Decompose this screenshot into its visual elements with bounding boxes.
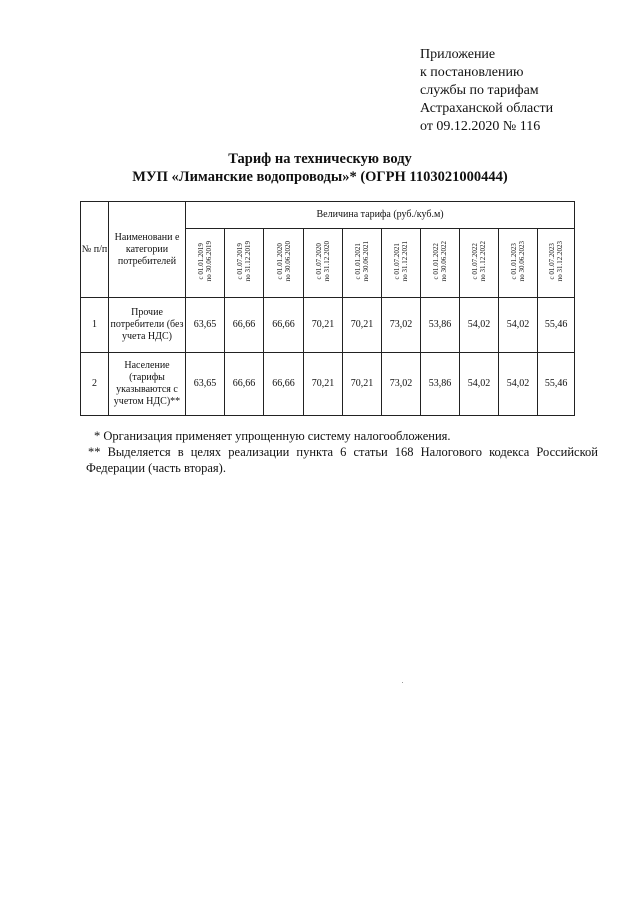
tariff-value-cell: 53,86 xyxy=(421,298,460,353)
period-from: с 01.07.2021 xyxy=(393,242,401,280)
period-header xyxy=(538,229,575,298)
appendix-line: Приложение xyxy=(420,47,496,62)
period-header xyxy=(499,229,538,298)
period-header xyxy=(460,229,499,298)
period-to: по 31.12.2023 xyxy=(556,240,565,282)
period-from: с 01.07.2023 xyxy=(548,242,557,280)
row-number: 2 xyxy=(81,353,109,416)
tariff-value-cell: 54,02 xyxy=(460,353,499,416)
period-to: по 31.12.2021 xyxy=(401,240,409,282)
period-from: с 01.01.2019 xyxy=(197,242,205,280)
table-row xyxy=(81,353,575,416)
tariff-value-cell: 66,66 xyxy=(264,298,304,353)
tariff-value-cell: 70,21 xyxy=(343,298,382,353)
period-label xyxy=(354,241,370,282)
period-header xyxy=(343,229,382,298)
period-to: по 30.06.2022 xyxy=(440,240,448,282)
period-from: с 01.07.2019 xyxy=(236,242,244,280)
period-header xyxy=(382,229,421,298)
period-label xyxy=(393,241,409,282)
period-from: с 01.01.2021 xyxy=(354,242,362,280)
tariff-table xyxy=(80,201,575,416)
appendix-date-line: от 09.12.2020 № 116 xyxy=(420,119,541,134)
period-to: по 30.06.2019 xyxy=(205,240,213,282)
tariff-value-cell: 63,65 xyxy=(186,353,225,416)
appendix-line: к постановлению xyxy=(420,65,524,80)
title-line-1: Тариф на техническую воду xyxy=(228,151,412,167)
tariff-value-cell: 66,66 xyxy=(264,353,304,416)
footnote-1: * Организация применяет упрощенную систему налогообложения. xyxy=(94,429,451,443)
document-title xyxy=(0,150,640,186)
appendix-line: Астраханской области xyxy=(420,101,554,116)
appendix-block xyxy=(420,46,553,136)
tariff-value-cell: 66,66 xyxy=(225,298,264,353)
period-to: по 30.06.2021 xyxy=(362,240,370,282)
tariff-value-cell: 54,02 xyxy=(499,353,538,416)
period-from: с 01.07.2020 xyxy=(315,242,323,280)
period-label xyxy=(548,241,564,282)
period-header xyxy=(304,229,343,298)
tariff-value-cell: 70,21 xyxy=(304,298,343,353)
footnote-2-continued: Федерации (часть вторая). xyxy=(86,461,226,475)
period-from: с 01.01.2022 xyxy=(432,242,440,280)
footnotes xyxy=(88,428,598,476)
tariff-value-cell: 55,46 xyxy=(538,353,575,416)
period-label xyxy=(197,241,213,282)
period-label xyxy=(510,241,526,282)
row-number: 1 xyxy=(81,298,109,353)
period-header xyxy=(186,229,225,298)
period-to: по 31.12.2019 xyxy=(244,240,252,282)
tariff-value-cell: 70,21 xyxy=(343,353,382,416)
footnote-2: ** Выделяется в целях реализации пункта 6 статьи 168 Налогового кодекса Российской xyxy=(88,445,598,459)
period-header xyxy=(421,229,460,298)
title-line-2: МУП «Лиманские водопроводы»* (ОГРН 1103021000444) xyxy=(132,169,508,185)
tariff-value-cell: 66,66 xyxy=(225,353,264,416)
header-number: № п/п xyxy=(81,202,109,298)
period-from: с 01.07.2022 xyxy=(471,242,479,280)
tariff-value-cell: 54,02 xyxy=(460,298,499,353)
period-from: с 01.01.2020 xyxy=(275,242,284,280)
period-from: с 01.01.2023 xyxy=(510,242,518,280)
table-row xyxy=(81,298,575,353)
tariff-value-cell: 63,65 xyxy=(186,298,225,353)
header-tariff-value: Величина тарифа (руб./куб.м) xyxy=(186,202,575,229)
period-label xyxy=(276,241,292,282)
period-label xyxy=(236,241,252,282)
period-label xyxy=(315,241,331,282)
header-category: Наименовани е категории потребителей xyxy=(109,202,186,298)
tariff-value-cell: 53,86 xyxy=(421,353,460,416)
tariff-value-cell: 54,02 xyxy=(499,298,538,353)
tariff-value-cell: 73,02 xyxy=(382,298,421,353)
period-header xyxy=(225,229,264,298)
period-to: по 30.06.2023 xyxy=(518,240,526,282)
period-to: по 31.12.2022 xyxy=(479,240,487,282)
period-to: по 31.12.2020 xyxy=(323,240,331,282)
period-to: по 30.06.2020 xyxy=(283,240,292,282)
tariff-value-cell: 55,46 xyxy=(538,298,575,353)
tariff-value-cell: 73,02 xyxy=(382,353,421,416)
period-header xyxy=(264,229,304,298)
period-label xyxy=(432,241,448,282)
appendix-line: службы по тарифам xyxy=(420,83,539,98)
tariff-value-cell: 70,21 xyxy=(304,353,343,416)
row-category: Население (тарифы указываются с учетом НДС)** xyxy=(109,353,186,416)
row-category: Прочие потребители (без учета НДС) xyxy=(109,298,186,353)
scan-speck xyxy=(402,682,403,683)
period-label xyxy=(471,241,487,282)
